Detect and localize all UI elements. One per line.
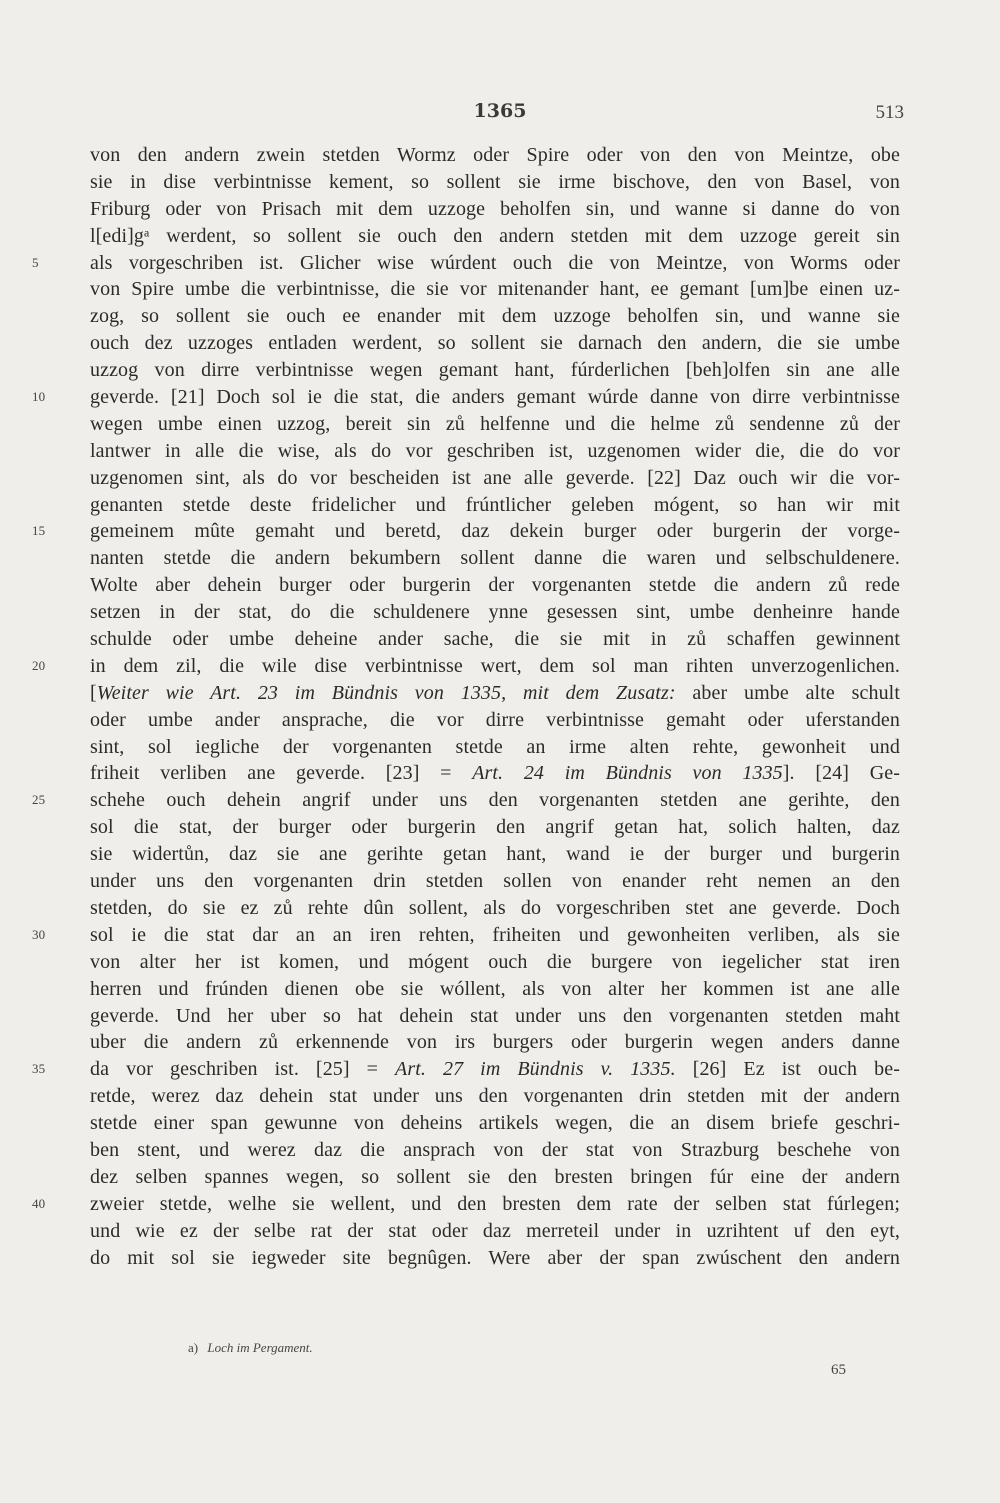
line-text: nanten stetde die andern bekumbern sollent danne die waren und selbschuldenere. bbox=[90, 547, 900, 570]
line-text: herren und frúnden dienen obe sie wóllent, als von alter her kommen ist ane alle bbox=[90, 977, 900, 1000]
line-text: dez selben spannes wegen, so sollent sie den bresten bringen fúr eine der andern bbox=[90, 1165, 900, 1188]
text-line bbox=[32, 250, 900, 277]
line-number: 35 bbox=[32, 1061, 46, 1077]
line-text: geverde. [21] Doch sol ie die stat, die anders gemant wúrde danne von dirre verbintnisse bbox=[90, 386, 900, 409]
text-line bbox=[90, 1003, 900, 1030]
text-line bbox=[32, 518, 900, 545]
line-text: sint, sol iegliche der vorgenanten stetde an irme alten rehte, gewonheit und bbox=[90, 735, 900, 758]
text-line bbox=[90, 276, 900, 303]
text-line bbox=[90, 142, 900, 169]
line-text: ben stent, und werez daz die ansprach von der stat von Strazburg beschehe von bbox=[90, 1138, 900, 1161]
text-line bbox=[90, 680, 900, 707]
line-text: genanten stetde deste fridelicher und frúntlicher geleben mógent, so han wir mit bbox=[90, 493, 900, 516]
text-line bbox=[32, 384, 900, 411]
text-line bbox=[90, 492, 900, 519]
text-line bbox=[90, 169, 900, 196]
line-number: 40 bbox=[32, 1195, 46, 1211]
line-text: setzen in der stat, do die schuldenere ynne gesessen sint, umbe denheinre hande bbox=[90, 601, 900, 624]
text-line bbox=[90, 1137, 900, 1164]
text-line bbox=[90, 734, 900, 761]
text-line bbox=[90, 357, 900, 384]
text-line bbox=[90, 895, 900, 922]
line-text: von alter her ist komen, und mógent ouch die burgere von iegelicher stat iren bbox=[90, 950, 900, 973]
text-line bbox=[32, 653, 900, 680]
line-text: under uns den vorgenanten drin stetden sollen von enander reht nemen an den bbox=[90, 870, 900, 893]
body-text bbox=[32, 142, 900, 1271]
line-text: ouch dez uzzoges entladen werdent, so sollent sie darnach den andern, die sie umbe bbox=[90, 332, 900, 355]
line-text: in dem zil, die wile dise verbintnisse wert, dem sol man rihten unverzogenlichen. bbox=[90, 654, 900, 677]
text-line bbox=[90, 707, 900, 734]
line-text: sie widertůn, daz sie ane gerihte getan hant, wand ie der burger und burgerin bbox=[90, 843, 900, 866]
text-line bbox=[90, 1110, 900, 1137]
line-text: Wolte aber dehein burger oder burgerin der vorgenanten stetde die andern zů rede bbox=[90, 574, 900, 597]
line-text: oder umbe ander ansprache, die vor dirre verbintnisse gemaht oder uferstanden bbox=[90, 708, 900, 731]
text-line bbox=[90, 223, 900, 250]
text-line bbox=[90, 1083, 900, 1110]
running-head-year: 1365 bbox=[473, 100, 527, 122]
footnote-text: Loch im Pergament. bbox=[207, 1340, 313, 1355]
line-text: sie in dise verbintnisse kement, so sollent sie irme bischove, den von Basel, von bbox=[90, 170, 900, 193]
text-line bbox=[32, 1191, 900, 1218]
line-text: sol die stat, der burger oder burgerin den angrif getan hat, solich halten, daz bbox=[90, 816, 900, 839]
text-line bbox=[90, 1164, 900, 1191]
text-line bbox=[90, 545, 900, 572]
text-line bbox=[32, 787, 900, 814]
text-line bbox=[90, 599, 900, 626]
text-line bbox=[90, 976, 900, 1003]
line-text: Friburg oder von Prisach mit dem uzzoge beholfen sin, und wanne si danne do von bbox=[90, 197, 900, 220]
line-text: zweier stetde, welhe sie wellent, und den bresten dem rate der selben stat fúrlegen; bbox=[90, 1192, 900, 1215]
line-text: sol ie die stat dar an an iren rehten, friheiten und gewonheiten verliben, als sie bbox=[90, 923, 900, 946]
line-text: uzgenomen sint, als do vor bescheiden ist ane alle geverde. [22] Daz ouch wir die vor- bbox=[90, 466, 900, 489]
text-line bbox=[90, 330, 900, 357]
text-line bbox=[90, 1245, 900, 1272]
line-text: stetden, do sie ez zů rehte dûn sollent, als do vorgeschriben stet ane geverde. Doch bbox=[90, 896, 900, 919]
text-line bbox=[90, 814, 900, 841]
line-text: schulde oder umbe deheine ander sache, die sie mit in zů schaffen gewinnent bbox=[90, 628, 900, 651]
line-text: uber die andern zů erkennende von irs burgers oder burgerin wegen anders danne bbox=[90, 1031, 900, 1054]
line-text: retde, werez daz dehein stat under uns den vorgenanten drin stetden mit der andern bbox=[90, 1085, 900, 1108]
line-text: stetde einer span gewunne von deheins artikels wegen, die an disem briefe geschri- bbox=[90, 1112, 900, 1135]
line-text: schehe ouch dehein angrif under uns den vorgenanten stetden ane gerihte, den bbox=[90, 789, 900, 812]
line-number: 15 bbox=[32, 523, 46, 539]
line-text: lantwer in alle die wise, als do vor geschriben ist, uzgenomen wider die, die do vor bbox=[90, 439, 900, 462]
text-line bbox=[90, 949, 900, 976]
line-text: und wie ez der selbe rat der stat oder daz merreteil under in uzrihtent uf den eyt, bbox=[90, 1219, 900, 1242]
line-number: 20 bbox=[32, 657, 46, 673]
text-line bbox=[90, 196, 900, 223]
text-line bbox=[90, 626, 900, 653]
footnote-mark: a) bbox=[188, 1340, 199, 1355]
text-line bbox=[90, 572, 900, 599]
line-text: friheit verliben ane geverde. [23] = Art. 24 im Bündnis von 1335]. [24] Ge- bbox=[90, 762, 900, 785]
line-number: 25 bbox=[32, 792, 46, 808]
text-line bbox=[32, 1056, 900, 1083]
text-line bbox=[90, 465, 900, 492]
text-line bbox=[90, 411, 900, 438]
text-line bbox=[90, 868, 900, 895]
line-text: [Weiter wie Art. 23 im Bündnis von 1335, mit dem Zusatz: aber umbe alte schult bbox=[90, 681, 900, 704]
page-number: 513 bbox=[875, 102, 904, 123]
line-text: als vorgeschriben ist. Glicher wise wúrdent ouch die von Meintze, von Worms oder bbox=[90, 251, 900, 274]
line-text: geverde. Und her uber so hat dehein stat under uns den vorgenanten stetden maht bbox=[90, 1004, 900, 1027]
line-text: zog, so sollent sie ouch ee enander mit dem uzzoge beholfen sin, und wanne sie bbox=[90, 305, 900, 328]
line-text: l[edi]gᵃ werdent, so sollent sie ouch den andern stetden mit dem uzzoge gereit sin bbox=[90, 224, 900, 247]
line-text: do mit sol sie iegweder site begnûgen. Were aber der span zwúschent den andern bbox=[90, 1246, 900, 1269]
line-number: 5 bbox=[32, 254, 39, 270]
signature-mark: 65 bbox=[831, 1362, 846, 1378]
text-line bbox=[90, 760, 900, 787]
line-number: 30 bbox=[32, 926, 46, 942]
text-line bbox=[90, 438, 900, 465]
line-text: gemeinem mûte gemaht und beretd, daz dekein burger oder burgerin der vorge- bbox=[90, 520, 900, 543]
text-line bbox=[90, 303, 900, 330]
footnote bbox=[188, 1340, 313, 1356]
line-text: da vor geschriben ist. [25] = Art. 27 im Bündnis v. 1335. [26] Ez ist ouch be- bbox=[90, 1058, 900, 1081]
line-text: uzzog von dirre verbintnisse wegen gemant hant, fúrderlichen [beh]olfen sin ane alle bbox=[90, 359, 900, 382]
text-line bbox=[32, 922, 900, 949]
text-line bbox=[90, 1218, 900, 1245]
line-text: von den andern zwein stetden Wormz oder Spire oder von den von Meintze, obe bbox=[90, 144, 900, 166]
text-line bbox=[90, 1029, 900, 1056]
line-text: von Spire umbe die verbintnisse, die sie vor mitenander hant, ee gemant [um]be einen uz- bbox=[90, 278, 900, 301]
line-number: 10 bbox=[32, 389, 46, 405]
line-text: wegen umbe einen uzzog, bereit sin zů helfenne und die helme zů sendenne zů der bbox=[90, 412, 900, 435]
text-line bbox=[90, 841, 900, 868]
